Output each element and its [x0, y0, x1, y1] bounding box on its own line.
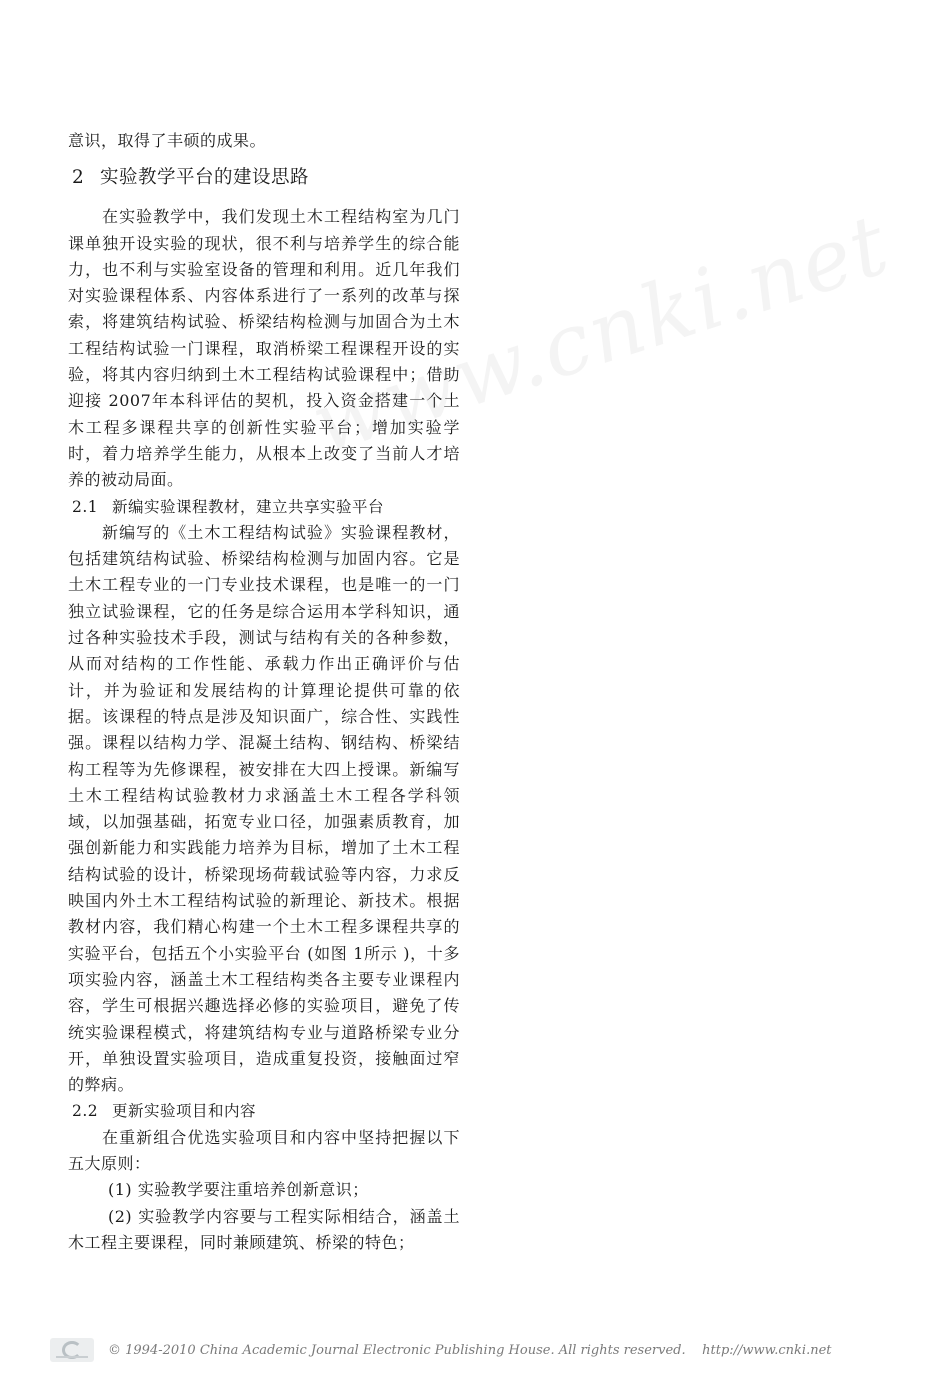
- paragraph-principles: 在重新组合优选实验项目和内容中坚持把握以下五大原则：: [68, 1127, 460, 1173]
- article-column: [68, 128, 460, 1256]
- paragraph-intro: 在实验教学中，我们发现土木工程结构室为几门课单独开设实验的现状，很不利与培养学生的综合能力，也不利与实验室设备的管理和利用。近几年我们对实验课程体系、内容体系进行了一系列的改革与探索，将建筑结构试验、桥梁结构检测与加固合为土木工程结构试验一门课程，取消桥梁工程课程开设的实验，将其内容归纳到土木工程结构试验课程中；借助迎接 2007年本科评估的契机，投入资金搭建一个土木工程多课程共享的创新性实验平台；增加实验学时，着力培养学生能力，从根本上改变了当前人才培养的被动局面。: [68, 207, 460, 490]
- publisher-logo-icon: [50, 1338, 94, 1362]
- section-number: 2: [72, 167, 85, 189]
- subsection-heading-2-1: [68, 494, 460, 520]
- paragraph-continuation: 意识，取得了丰硕的成果。: [68, 131, 267, 150]
- paragraph-textbook: 新编写的《土木工程结构试验》实验课程教材，包括建筑结构试验、桥梁结构检测与加固内容。它是土木工程专业的一门专业技术课程，也是唯一的一门独立试验课程，它的任务是综合运用本学科知识，通过各种实验技术手段，测试与结构有关的各种参数，从而对结构的工作性能、承载力作出正确评价与估计，并为验证和发展结构的计算理论提供可靠的依据。该课程的特点是涉及知识面广，综合性、实践性强。课程以结构力学、混凝土结构、钢结构、桥梁结构工程等为先修课程，被安排在大四上授课。新编写土木工程结构试验教材力求涵盖土木工程各学科领域，以加强基础，拓宽专业口径，加强素质教育，加强创新能力和实践能力培养为目标，增加了土木工程结构试验的设计，桥梁现场荷载试验等内容，力求反映国内外土木工程结构试验的新理论、新技术。根据教材内容，我们精心构建一个土木工程多课程共享的实验平台，包括五个小实验平台 (如图 1所示 )，十多项实验内容，涵盖土木工程结构类各主要专业课程内容，学生可根据兴趣选择必修的实验项目，避免了传统实验课程模式，将建筑结构专业与道路桥梁专业分开，单独设置实验项目，造成重复投资，接触面过窄的弊病。: [68, 522, 460, 1095]
- subsection-title: 新编实验课程教材，建立共享实验平台: [112, 497, 385, 516]
- subsection-number: 2.2: [72, 1102, 99, 1121]
- footer-copyright: © 1994-2010 China Academic Journal Electronic Publishing House. All rights reserved. http://www.cnki.net: [108, 1343, 832, 1358]
- list-item: (2) 实验教学内容要与工程实际相结合，涵盖土木工程主要课程，同时兼顾建筑、桥梁的特色；: [68, 1206, 460, 1252]
- page-footer: [50, 1336, 910, 1366]
- subsection-number: 2.1: [72, 497, 99, 516]
- subsection-title: 更新实验项目和内容: [112, 1102, 257, 1121]
- subsection-heading-2-2: [68, 1098, 460, 1124]
- section-title: 实验教学平台的建设思路: [100, 167, 310, 189]
- list-item: (1) 实验教学要注重培养创新意识；: [108, 1180, 369, 1200]
- section-heading-2: [68, 164, 460, 192]
